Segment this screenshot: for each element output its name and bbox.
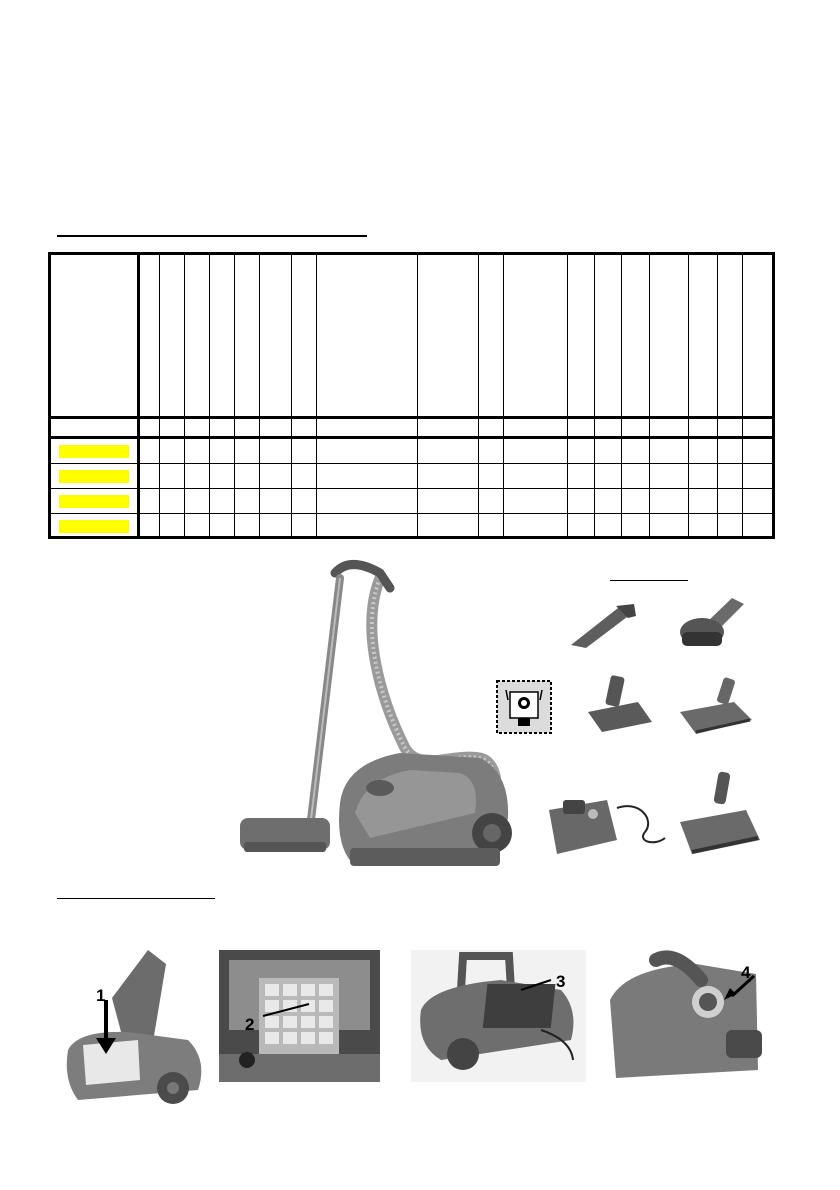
maintenance-heading-underline: [57, 898, 215, 899]
spec-col-line: [316, 255, 317, 536]
filter-compartment-photo: [219, 950, 380, 1082]
dusting-brush-icon: [672, 592, 748, 652]
exhaust-grille-photo: [411, 950, 586, 1082]
model-highlight: [59, 520, 129, 533]
small-floor-nozzle-icon: [676, 676, 754, 738]
model-highlight: [59, 445, 129, 458]
spec-col-divider: [137, 255, 140, 536]
spec-col-line: [159, 255, 160, 536]
spec-col-line: [259, 255, 260, 536]
spec-col-line: [717, 255, 718, 536]
spec-col-line: [503, 255, 504, 536]
spec-col-line: [209, 255, 210, 536]
spec-row-line: [51, 513, 772, 514]
spec-col-line: [417, 255, 418, 536]
bag-symbol-icon: [496, 680, 552, 734]
spec-table: [48, 252, 775, 539]
spec-col-line: [594, 255, 595, 536]
photo-label-3: 3: [556, 972, 566, 991]
bag-compartment-photo: [58, 950, 210, 1110]
spec-col-line: [291, 255, 292, 536]
vacuum-cleaner-image: [230, 548, 515, 893]
crevice-nozzle-icon: [566, 600, 638, 650]
spec-col-line: [567, 255, 568, 536]
photo-label-2: 2: [245, 1015, 255, 1034]
upholstery-nozzle-icon: [586, 672, 654, 736]
spec-col-line: [742, 255, 743, 536]
accessories-heading-underline: [610, 580, 688, 581]
photo-label-1: 1: [96, 986, 106, 1005]
spec-col-line: [234, 255, 235, 536]
electric-brush-icon: [678, 770, 763, 860]
model-highlight: [59, 470, 129, 483]
spec-col-line: [621, 255, 622, 536]
spec-unit-divider: [51, 436, 772, 439]
spec-col-line: [478, 255, 479, 536]
turbo-brush-icon: [545, 780, 670, 860]
spec-row-line: [51, 463, 772, 464]
model-highlight: [59, 495, 129, 508]
spec-row-line: [51, 488, 772, 489]
spec-col-line: [184, 255, 185, 536]
photo-label-4: 4: [741, 963, 751, 982]
spec-header-divider: [51, 416, 772, 419]
spec-heading-underline: [57, 235, 367, 237]
spec-col-line: [649, 255, 650, 536]
spec-col-line: [688, 255, 689, 536]
